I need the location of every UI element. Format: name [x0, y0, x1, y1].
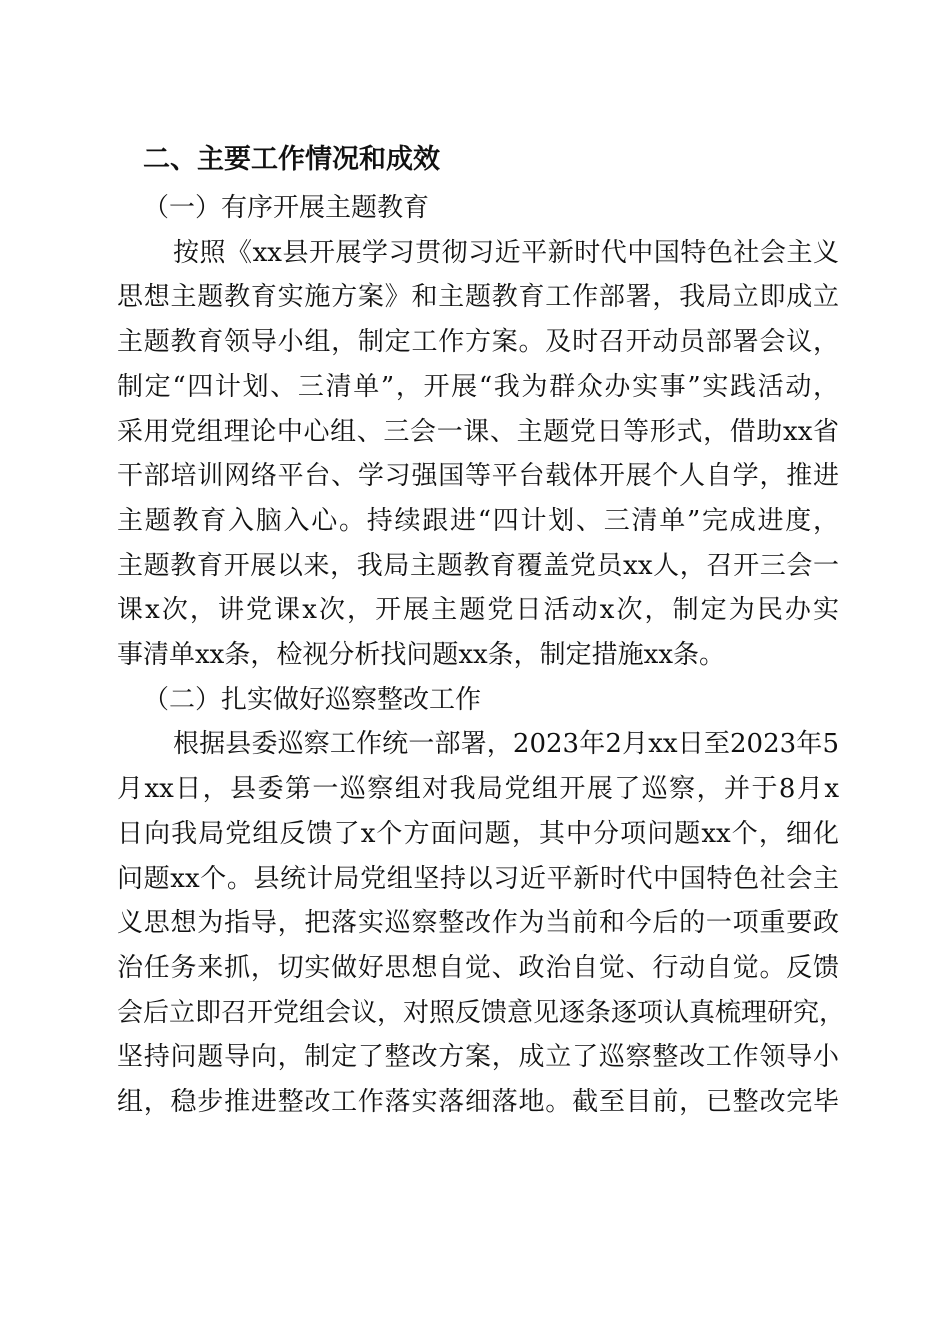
- paragraph-line: 采用党组理论中心组、三会一课、主题党日等形式，借助xx省: [117, 416, 839, 447]
- paragraph-line: 思想主题教育实施方案》和主题教育工作部署，我局立即成立: [117, 282, 839, 313]
- paragraph-line: 按照《xx县开展学习贯彻习近平新时代中国特色社会主义: [173, 237, 839, 268]
- paragraph-line: 制定“四计划、三清单”，开展“我为群众办实事”实践活动，: [117, 371, 839, 402]
- paragraph-line: 会后立即召开党组会议，对照反馈意见逐条逐项认真梳理研究，: [117, 997, 846, 1028]
- paragraph-line: 根据县委巡察工作统一部署，2023年2月xx日至2023年5: [173, 729, 839, 760]
- paragraph-line: 课x次，讲党课x次，开展主题党日活动x次，制定为民办实: [117, 595, 839, 626]
- paragraph-line: 干部培训网络平台、学习强国等平台载体开展个人自学，推进: [117, 461, 839, 492]
- paragraph-line: 问题xx个。县统计局党组坚持以习近平新时代中国特色社会主: [117, 863, 839, 894]
- paragraph-line: 事清单xx条，检视分析找问题xx条，制定措施xx条。: [117, 640, 725, 670]
- paragraph-line: 主题教育领导小组，制定工作方案。及时召开动员部署会议，: [117, 327, 839, 358]
- paragraph-line: 主题教育入脑入心。持续跟进“四计划、三清单”完成进度，: [117, 505, 839, 536]
- paragraph-line: 义思想为指导，把落实巡察整改作为当前和今后的一项重要政: [117, 908, 839, 939]
- section-heading: 二、主要工作情况和成效: [143, 144, 440, 175]
- subsection-title: （一）有序开展主题教育: [143, 193, 430, 223]
- paragraph-line: 治任务来抓，切实做好思想自觉、政治自觉、行动自觉。反馈: [117, 952, 839, 983]
- paragraph-line: 主题教育开展以来，我局主题教育覆盖党员xx人，召开三会一: [117, 550, 839, 581]
- paragraph-line: 月xx日，县委第一巡察组对我局党组开展了巡察，并于8月x: [117, 774, 839, 805]
- paragraph-line: 坚持问题导向，制定了整改方案，成立了巡察整改工作领导小: [117, 1042, 839, 1073]
- paragraph-line: 组，稳步推进整改工作落实落细落地。截至目前，已整改完毕: [117, 1087, 839, 1117]
- subsection-title: （二）扎实做好巡察整改工作: [143, 684, 482, 715]
- paragraph-line: 日向我局党组反馈了x个方面问题，其中分项问题xx个，细化: [117, 818, 839, 849]
